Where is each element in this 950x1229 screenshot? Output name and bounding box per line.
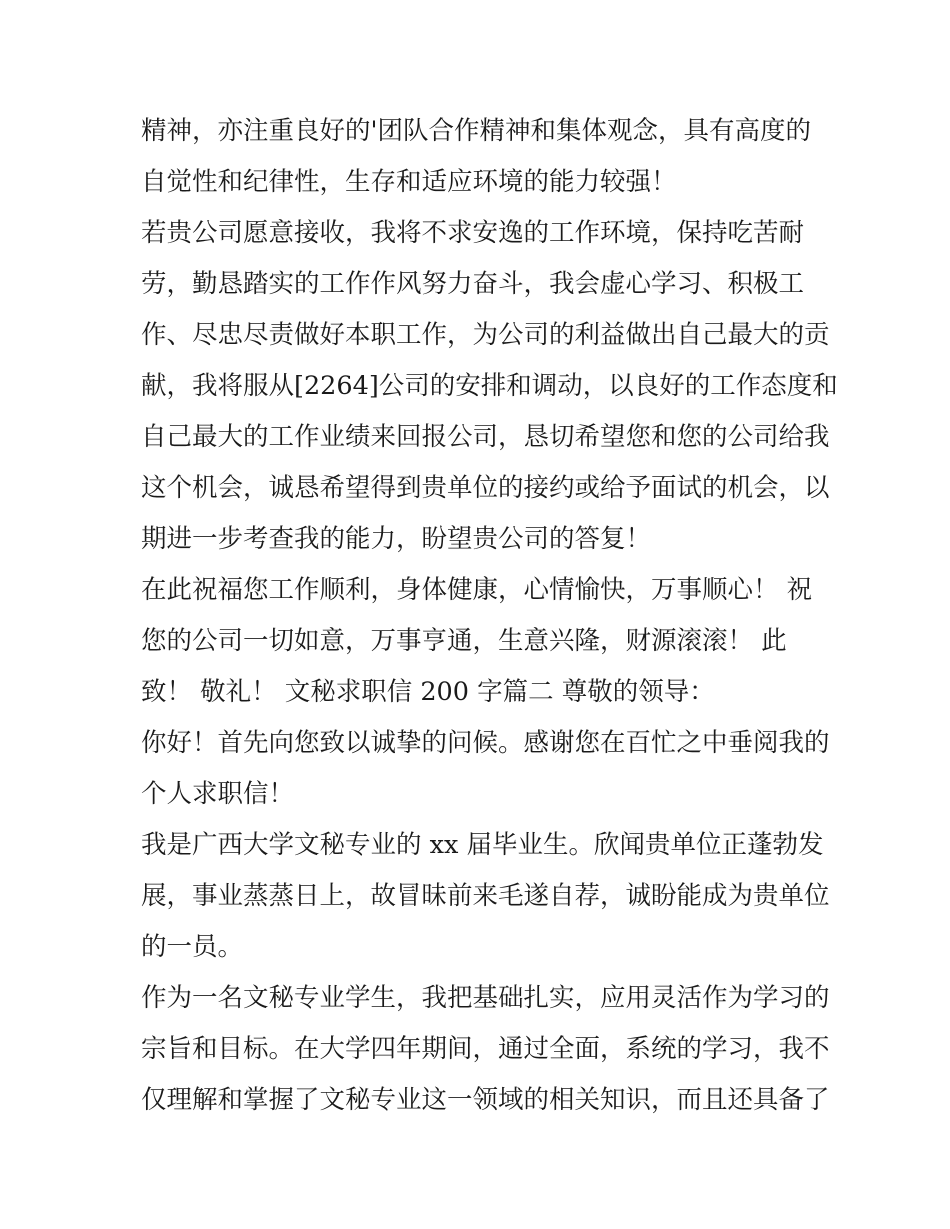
text-line: 期进一步考查我的能力，盼望贵公司的答复！ [141, 524, 652, 554]
letter-body [141, 106, 838, 1126]
text-line: 作为一名文秘专业学生，我把基础扎实，应用灵活作为学习的 [141, 983, 830, 1013]
text-line: 我是广西大学文秘专业的 xx 届毕业生。欣闻贵单位正蓬勃发 [141, 830, 824, 860]
text-line: 仅理解和掌握了文秘专业这一领域的相关知识，而且还具备了 [141, 1085, 830, 1115]
text-line: 您的公司一切如意，万事亨通，生意兴隆，财源滚滚！ 此 [141, 626, 787, 656]
text-line: 劳，勤恳踏实的工作作风努力奋斗，我会虚心学习、积极工 [141, 269, 805, 299]
text-line: 致！ 敬礼！ 文秘求职信 200 字篇二 尊敬的领导： [141, 677, 715, 707]
text-line: 的一员。 [141, 932, 244, 962]
text-line: 个人求职信！ [141, 779, 295, 809]
text-line: 若贵公司愿意接收，我将不求安逸的工作环境，保持吃苦耐 [141, 218, 805, 248]
text-line: 精神，亦注重良好的'团队合作精神和集体观念，具有高度的 [141, 116, 812, 146]
text-line: 献，我将服从[2264]公司的安排和调动，以良好的工作态度和 [141, 371, 838, 401]
text-line: 展，事业蒸蒸日上，故冒昧前来毛遂自荐，诚盼能成为贵单位 [141, 881, 830, 911]
text-line: 自觉性和纪律性，生存和适应环境的能力较强！ [141, 167, 677, 197]
text-line: 作、尽忠尽责做好本职工作，为公司的利益做出自己最大的贡 [141, 320, 830, 350]
text-line: 宗旨和目标。在大学四年期间，通过全面，系统的学习，我不 [141, 1034, 830, 1064]
text-line: 你好！首先向您致以诚挚的问候。感谢您在百忙之中垂阅我的 [141, 728, 830, 758]
text-line: 在此祝福您工作顺利，身体健康，心情愉快，万事顺心！ 祝 [141, 575, 813, 605]
text-line: 自己最大的工作业绩来回报公司，恳切希望您和您的公司给我 [141, 422, 830, 452]
text-line: 这个机会，诚恳希望得到贵单位的接约或给予面试的机会，以 [141, 473, 830, 503]
